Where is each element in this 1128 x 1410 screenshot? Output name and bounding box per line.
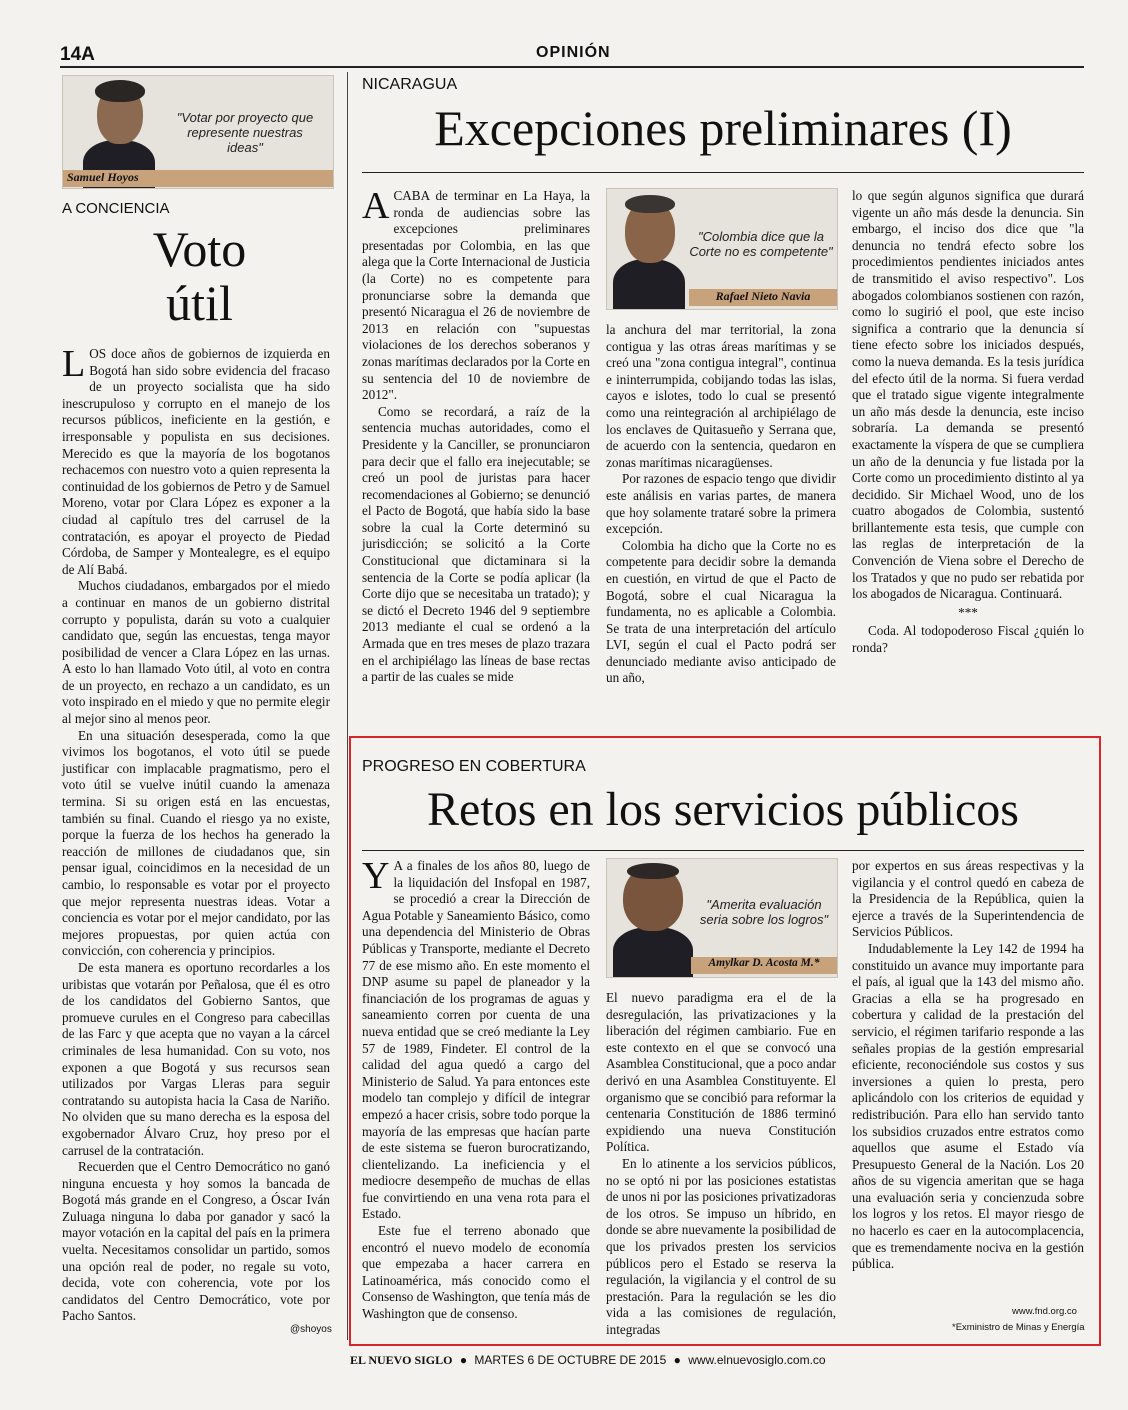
footer-brand: EL NUEVO SIGLO bbox=[350, 1353, 453, 1367]
footer bbox=[350, 1353, 910, 1368]
header-rule bbox=[60, 66, 1084, 68]
article-body: LOS doce años de gobiernos de izquierda en Bogotá han sido sobre evidencia del fracaso de un proyecto socialista que ha sido inescrupuloso y corrupto en el manejo de los recursos públicos, ineficiente en la gestión, e irresponsable y populista en sus decisiones. Merecido es que la mayoría de los bogotanos rechacemos con nuestro voto a quien representa la continuidad de los gobiernos de Petro y de Samuel Moreno, votar por Clara López es exponer a la ciudad al capítulo tres del carrusel de la contratación, es apoyar el proyecto de Piedad Córdoba, de Samper y Montealegre, es el equipo de Alí Babá. Muchos ciudadanos, embargados por el miedo a continuar en manos de un gobierno distrital corrupto y populista, darán su voto a cualquier candidato que, según las encuestas, tenga mayor posibilidad de vencer a Clara López en las urnas. A esto lo han llamado Voto útil, al voto en contra de un proyecto, en rechazo a un candidato, es un voto inspirado en el miedo y que no permite elegir al mejor sino al menos peor. En una situación desesperada, como la que vivimos los bogotanos, el voto útil se puede justificar con implacable pragmatismo, pero el voto útil se vuelve inútil cuando la amenaza termina. Si su origen está en las encuestas, también su final. Cuando el riesgo ya no existe, porque la fuerza de los hechos ha generado la reacción de millones de ciudadanos que, sin pensar igual, coincidimos en la necesidad de un cambio, lo responsable es votar por el proyecto que mejor representa nuestras ideas. Votar a conciencia es votar por el mejor candidato, por las mejores propuestas, por quien actúa con convicción, con coherencia y principios. De esta manera es oportuno recordarles a los uribistas que votarán por Peñalosa, que él es otro de los candidatos del Gobierno Santos, que promueve curules en el Congreso para cabecillas de las Farc y que acepta que no vayan a la cárcel criminales de lesa humanidad. Con su voto, nos exponen a que Bogotá y sus recursos sean utilizados por Vargas Lleras para seguir contratando su autopista hacia la Casa de Nariño. No olviden que su mano derecha es la esposa del exgobernador Álvaro Cruz, hoy preso por el carrusel de la contratación. Recuerden que el Centro Democrático no ganó ninguna encuesta y hoy somos la bancada de Bogotá más grande en el Congreso, a Óscar Iván Zuluaga ninguna lo daba por ganador y sacó la mayor votación en la capital del país en la primera vuelta. Necesitamos consolidar un partido, somos una opción real de poder, no regale su voto, decida, vote con coherencia, vote por los candidatos del Centro Democrático, vote por Pacho Santos. bbox=[62, 343, 330, 1324]
article-column-3: lo que según algunos significa que durará vigente un año más desde la denuncia. Sin embargo, el inciso dos dice que "la denuncia no tendrá efecto sobre los procedimientos pendientes iniciados antes de transmitido el aviso respectivo". Los abogados colombianos sostienen con razón, como lo sugirió el pool, que este inciso significa a contrario que la denuncia sí tiene efecto sobre los iniciados después, como la nueva demanda. Es la tesis jurídica del efecto útil de la norma. Si fuera verdad que el tratado sigue vigente integralmente un año más desde la denuncia, este inciso sobraría. La demanda se presentó exactamente la víspera de que se cumpliera un año de la denuncia y fue listada por la Corte como un procedimiento distinto al ya decidido. Sir Michael Wood, uno de los cuatro abogados de Colombia, sustentó brillantemente esta tesis, que cumple con las reglas de interpretación de la Convención de Viena sobre el Derecho de los Tratados y que no pudo ser rebatida por los abogados de Nicaragua. Continuará. *** Coda. Al todopoderoso Fiscal ¿quién lo ronda? bbox=[852, 188, 1084, 656]
title-rule bbox=[362, 172, 1084, 173]
dropcap: Y bbox=[362, 855, 390, 897]
bullet-icon: ● bbox=[459, 1353, 468, 1367]
article-title: Excepciones preliminares (I) bbox=[434, 100, 1012, 156]
website: www.fnd.org.co bbox=[1012, 1306, 1077, 1317]
bullet-icon: ● bbox=[673, 1353, 681, 1367]
stars-separator: *** bbox=[958, 604, 978, 620]
author-photo-rafael-nieto-navia bbox=[606, 188, 838, 310]
author-photo-samuel-hoyos bbox=[62, 75, 334, 189]
pull-quote: "Colombia dice que la Corte no es competente" bbox=[689, 229, 833, 259]
pull-quote: "Votar por proyecto que represente nuestras ideas" bbox=[176, 110, 314, 155]
article-column-1: Y A a finales de los años 80, luego de la liquidación del Insfopal en 1987, se procedió a crear la Dirección de Agua Potable y Saneamiento Básico, como una dependencia del Ministerio de Obras Públicas y Transporte, mediante el Decreto 77 de ese mismo año. En este momento el DNP asume su papel de planeador y la financiación de los programas de aguas y saneamiento corren por cuenta de una nueva entidad que se creó mediante la Ley 57 de 1989, Findeter. El control de la calidad del agua quedó a cargo del Ministerio de Salud. Ya para entonces este modelo tan complejo y difícil de integrar empezó a hacer crisis, sobre todo porque la mayoría de las empresas que hacían parte de este sistema se fueron burocratizando, clientelizando. La ineficiencia y el mediocre desempeño de muchas de ellas fue convirtiendo en una vena rota para el Estado. Este fue el terreno abonado que encontró el nuevo modelo de economía que empezaba a hacer carrera en Latinoamérica, más conocido como el Consenso de Washington, que tenía más de Washington que de consenso. bbox=[362, 855, 590, 1322]
footer-url: www.elnuevosiglo.com.co bbox=[688, 1353, 826, 1367]
kicker: NICARAGUA bbox=[362, 76, 458, 93]
author-photo-amylkar-acosta bbox=[606, 858, 838, 978]
author-footnote: *Exministro de Minas y Energía bbox=[952, 1322, 1085, 1333]
dropcap: L bbox=[62, 343, 86, 385]
pull-quote: "Amerita evaluación seria sobre los logros" bbox=[699, 897, 829, 927]
footer-date: MARTES 6 DE OCTUBRE DE 2015 bbox=[474, 1353, 667, 1367]
signature: @shoyos bbox=[290, 1324, 332, 1335]
article-title: Retos en los servicios públicos bbox=[427, 783, 1019, 836]
title-rule bbox=[362, 850, 1084, 851]
author-name: Amylkar D. Acosta M.* bbox=[691, 957, 837, 974]
author-name: Samuel Hoyos bbox=[63, 170, 334, 187]
page-number: 14A bbox=[60, 44, 95, 65]
kicker: PROGRESO EN COBERTURA bbox=[362, 758, 586, 775]
article-column-2: la anchura del mar territorial, la zona contigua y las otras áreas marítimas y se creó una "zona contigua integral", continua e ininterrumpida, cobijando todas las islas, cayos e islotes, todo lo cual se presentó como una reintegración al archipiélago de los enclaves de Quitasueño y Serrana que, de acuerdo con la sentencia, quedaron en zonas marítimas nicaragüenses. Por razones de espacio tengo que dividir este análisis en varias partes, de manera que hoy solamente trataré sobre la primera excepción. Colombia ha dicho que la Corte no es competente para decidir sobre la demanda en cuestión, en virtud de que el Pacto de Bogotá, sobre el cual Nicaragua la fundamenta, no es aplicable a Colombia. Se trata de una interpretación del artículo LVI, según el cual el Pacto podrá ser denunciado mediante aviso anticipado de un año, bbox=[606, 322, 836, 686]
article-column-2: El nuevo paradigma era el de la desregulación, las privatizaciones y la liberación del régimen cambiario. Fue en este contexto en el que se convocó una Asamblea Constitucional, que a poco andar derivó en una Asamblea Constituyente. El organismo que se concibió para reformar la centenaria Constitución de 1886 terminó expidiendo una nueva Constitución Política. En lo atinente a los servicios públicos, no se optó ni por las posiciones estatistas de unos ni por las posiciones privatizadoras de los otros. Se impuso un híbrido, en donde se abre nuevamente la posibilidad de que los privados presten los servicios públicos pero el Estado se reserva la regulación, la vigilancia y el control de su prestación. Para la regulación se les dio vida a las comisiones de regulación, integradas bbox=[606, 990, 836, 1337]
section-title: OPINIÓN bbox=[536, 44, 611, 61]
column-divider bbox=[347, 72, 348, 1340]
kicker: A CONCIENCIA bbox=[62, 200, 170, 217]
article-column-1: ACABA de terminar en La Haya, la ronda de audiencias sobre las excepciones preliminares presentadas por Colombia, en las que alega que la Corte Internacional de Justicia (la Corte) no es competente para pronunciarse sobre la demanda que presentó Nicaragua el 26 de noviembre de 2013 en relación con "supuestas violaciones de los derechos soberanos y zonas marítimas declarados por la Corte en su sentencia del 10 de noviembre de 2012". Como se recordará, a raíz de la sentencia muchas autoridades, como el Presidente y la Canciller, se pronunciaron para decir que el fallo era inejecutable; se creó un pool de juristas para hacer recomendaciones al Gobierno; se denunció el Pacto de Bogotá, que había sido la base sobre la cual la Corte determinó su jurisdicción; se solicitó a la Corte Constitucional que dictaminara si la sentencia de la Corte se podía aplicar (la Corte dijo que se necesitaba un tratado); y se dictó el Decreto 1946 del 9 septiembre 2013 mediante el cual se ordenó a la Armada que en tres meses de plazo trazara en el archipiélago las líneas de base rectas a partir de las cuales se mide bbox=[362, 185, 590, 685]
article-title: Voto útil bbox=[152, 221, 247, 331]
author-name: Rafael Nieto Navia bbox=[689, 289, 837, 306]
dropcap: A bbox=[362, 185, 390, 227]
article-column-3: por expertos en sus áreas respectivas y la vigilancia y el control quedó en cabeza de la Presidencia de la República, quien la ejerce a través de la Superintendencia de Servicios Públicos. Indudablemente la Ley 142 de 1994 ha constituido un avance muy importante para el país, al igual que la 143 del mismo año. Gracias a ella se ha progresado en cobertura y calidad de la prestación del servicio, el régimen tarifario responde a las señales propias de la gestión empresarial eficiente, reconociéndole sus costos y sus inversiones a quien lo presta, pero aplicándolo con los criterios de equidad y redistribución. Para ello han servido tanto los subsidios cruzados entre estratos como aquellos que asume el Estado vía Presupuesto General de la Nación. Los 20 años de su vigencia ameritan que se haga una evaluación seria y concienzuda sobre los logros y los retos. El mayor riesgo de no hacerlo es caer en la autocomplacencia, que es tremendamente nociva en la gestión pública. bbox=[852, 858, 1084, 1272]
